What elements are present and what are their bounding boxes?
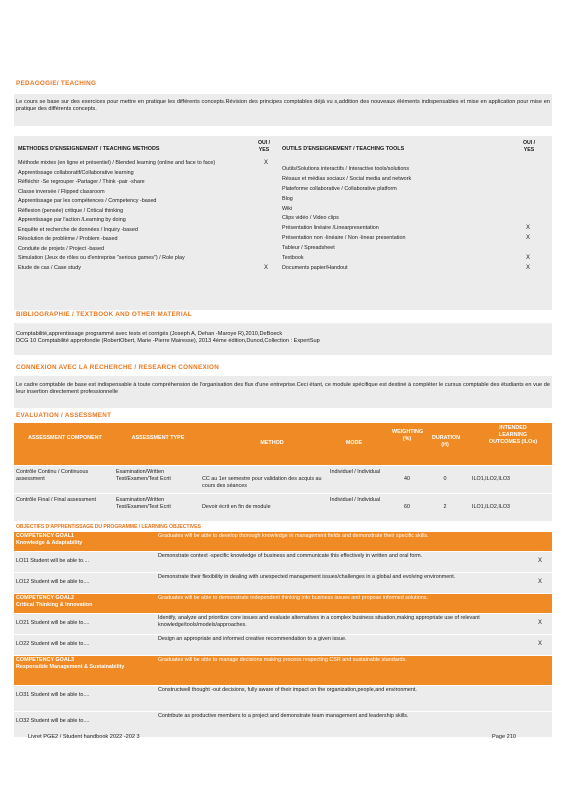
evaluation-cell: 2 bbox=[443, 504, 447, 510]
tool-row bbox=[282, 196, 544, 206]
learning-outcome-mark: X bbox=[537, 620, 542, 626]
evaluation-table bbox=[14, 423, 552, 521]
competency-name: Knowledge & Adaptability bbox=[16, 540, 83, 546]
method-label: Apprentissage collaboratif/Collaborative learning bbox=[18, 169, 134, 176]
bibliography-box bbox=[14, 323, 552, 355]
evaluation-header-row bbox=[14, 423, 552, 465]
competency-description: Graduates will be able to demonstrate independent thinking into business issues and propose informed solutions. bbox=[158, 595, 428, 601]
evaluation-cell: Individuel / Individual bbox=[330, 469, 381, 475]
tool-row bbox=[282, 176, 544, 186]
learning-outcome-row bbox=[14, 572, 552, 593]
method-row bbox=[18, 208, 276, 218]
bibliography-title: BIBLIOGRAPHIE / TEXTBOOK AND OTHER MATERIAL bbox=[16, 311, 192, 318]
methods-list bbox=[18, 160, 276, 274]
learning-outcome-code: LO12 Student will be able to.... bbox=[16, 579, 90, 585]
connexion-text: Le cadre comptable de base est indispensable à toute compréhension de l'organisation des flux d'une entreprise.Ceci étant, ce module spécifique est destiné à compléter le cursus comptable des étudiants en vue de leur insertion directement professionnelle bbox=[14, 376, 552, 408]
tool-label: Clips vidéo / Video clips bbox=[282, 215, 339, 222]
method-label: Résolution de problème / Problem -based bbox=[18, 236, 118, 242]
competency-description: Graduates will be able to manage decisions making process respecting CSR and sustainable standards. bbox=[158, 657, 407, 663]
pedagogie-text: Le cours se base sur des exercices pour mettre en pratique les différents concepts.Révision des principes comptables déjà vu s,addition des nouveaux éléments indispensables et mise en application pour mise en pratique des différents concepts. bbox=[14, 94, 552, 126]
tools-list bbox=[282, 166, 544, 275]
evaluation-title: EVALUATION / ASSESSMENT bbox=[16, 412, 112, 419]
evaluation-cell: ILO1,ILO2,ILO3 bbox=[472, 476, 511, 482]
tool-row bbox=[282, 235, 544, 245]
method-label: Conduite de projets / Project -based bbox=[18, 245, 105, 252]
footer-left: Livret PGE2 / Student handbook 2022 -202 3 bbox=[28, 734, 140, 740]
tool-row bbox=[282, 225, 544, 235]
tool-label: Plateforme collaborative / Collaborative platform bbox=[282, 185, 397, 192]
method-label: Classe inversée / Flipped classroom bbox=[18, 188, 105, 195]
learning-outcome-code: LO22 Student will be able to.... bbox=[16, 641, 90, 647]
methods-table bbox=[14, 136, 552, 310]
eval-col-weighting: WEIGHTING (%) bbox=[392, 429, 424, 442]
methods-header: METHODES D'ENSEIGNEMENT / TEACHING METHODS bbox=[18, 146, 160, 152]
eval-col-component: ASSESSMENT COMPONENT bbox=[28, 435, 102, 441]
bibliography-line-2: DCG 10 Comptabilité approfondie (RobertObert, Marie -Pierre Mairesse), 2013 4ème édition,Dunod,Collection : ExpertSup bbox=[16, 338, 320, 345]
tool-label: Documents papier/Handout bbox=[282, 264, 348, 271]
tool-mark: X bbox=[525, 225, 530, 232]
tool-label: Présentation linéaire /Linearpresentation bbox=[282, 225, 379, 232]
tool-mark: X bbox=[525, 235, 530, 242]
method-row bbox=[18, 170, 276, 180]
tool-row bbox=[282, 265, 544, 275]
competency-name: Responsible Management & Sustainability bbox=[16, 664, 125, 670]
method-label: Simulation (Jeux de rôles ou d'entreprise "serious games") / Role play bbox=[18, 255, 185, 261]
tool-label: Blog bbox=[282, 195, 293, 202]
tool-label: Outils/Solutions interactifs / Interactive tools/solutions bbox=[282, 166, 410, 172]
competency-description: Graduates will be able to develop thorough knowledge in management fields and demonstrate their specific skills. bbox=[158, 533, 429, 539]
tool-row bbox=[282, 166, 544, 176]
method-mark: X bbox=[263, 264, 268, 271]
learning-outcome-row bbox=[14, 551, 552, 572]
competency-code: COMPETENCY GOAL1 bbox=[16, 533, 75, 539]
eval-col-mode: MODE bbox=[345, 440, 363, 446]
method-mark: X bbox=[263, 160, 268, 166]
learning-outcome-text: Design an appropriate and informed creative recommendation to a given issue. bbox=[158, 636, 347, 642]
tool-row bbox=[282, 255, 544, 265]
learning-outcome-row bbox=[14, 634, 552, 655]
method-row bbox=[18, 189, 276, 199]
evaluation-row bbox=[14, 493, 552, 521]
evaluation-row bbox=[14, 465, 552, 493]
method-row bbox=[18, 179, 276, 189]
bibliography-line-1: Comptabilité,apprentissage programmé avec tests et corrigés (Joseph A, Dehan -Maroye R),2010,DeBoeck bbox=[16, 331, 283, 337]
eval-col-duration: DURATION (H) bbox=[432, 435, 461, 448]
tool-label: Présentation non -linéaire / Non -linear presentation bbox=[282, 235, 406, 242]
evaluation-cell: Examination/Written Test/Examen/Test Ecrit bbox=[116, 469, 171, 482]
method-row bbox=[18, 198, 276, 208]
method-row bbox=[18, 236, 276, 246]
tool-row bbox=[282, 245, 544, 255]
method-row bbox=[18, 227, 276, 237]
tool-row bbox=[282, 215, 544, 225]
method-label: Etude de cas / Case study bbox=[18, 264, 81, 271]
competency-header bbox=[14, 655, 552, 685]
tool-mark: X bbox=[525, 255, 530, 262]
evaluation-cell: ILO1,ILO2,ILO3 bbox=[472, 504, 511, 510]
method-row bbox=[18, 246, 276, 256]
footer-page-number: Page 210 bbox=[492, 734, 516, 740]
method-row bbox=[18, 160, 276, 170]
eval-col-ilo: INTENDED LEARNING OUTCOMES (ILOs) bbox=[488, 425, 538, 445]
tools-header: OUTILS D'ENSEIGNEMENT / TEACHING TOOLS bbox=[282, 146, 405, 152]
learning-outcome-code: LO31 Student will be able to.... bbox=[16, 692, 90, 698]
learning-outcome-text: Constructwell thought -out decisions, fully aware of their impact on the organization,people,and environment. bbox=[158, 687, 417, 693]
evaluation-cell: Individuel / Individual bbox=[330, 497, 381, 503]
learning-outcome-code: LO11 Student will be able to.... bbox=[16, 558, 90, 564]
evaluation-cell: 60 bbox=[404, 504, 410, 510]
learning-outcome-mark: X bbox=[537, 558, 542, 564]
evaluation-cell: Examination/Written Test/Examen/Test Ecrit bbox=[116, 497, 171, 510]
evaluation-cell: CC au 1er semestre pour validation des acquis au cours des séances bbox=[202, 476, 322, 489]
methods-yes-header: OUI / YES bbox=[257, 140, 271, 153]
competency-header bbox=[14, 531, 552, 551]
method-label: Méthode mixtes (en ligne et présentiel) / Blended learning (online and face to face) bbox=[18, 160, 216, 166]
connexion-title: CONNEXION AVEC LA RECHERCHE / RESEARCH CONNEXION bbox=[16, 364, 220, 371]
competency-name: Critical Thinking & Innovation bbox=[16, 602, 93, 608]
method-row bbox=[18, 265, 276, 275]
tool-row bbox=[282, 206, 544, 216]
tool-mark: X bbox=[525, 264, 530, 271]
learning-outcome-text: Contribute as productive members to a project and demonstrate team management and leadership skills. bbox=[158, 713, 409, 719]
learning-outcome-text: Identify, analyze and prioritize core issues and evaluate alternatives in a complex business situation,making appropriate use of relevant knowledge/tools/models/approaches. bbox=[158, 615, 480, 628]
learning-outcome-mark: X bbox=[537, 641, 542, 647]
learning-outcome-row bbox=[14, 685, 552, 711]
evaluation-cell: 0 bbox=[443, 476, 447, 482]
learning-outcome-text: Demonstrate context -specific knowledge of business and communicate this effectively in written and oral form. bbox=[158, 553, 423, 559]
tool-label: Textbook bbox=[282, 255, 304, 262]
method-label: Enquête et recherche de données / Inquiry -based bbox=[18, 226, 138, 233]
competency-code: COMPETENCY GOAL2 bbox=[16, 595, 75, 601]
eval-col-type: ASSESSMENT TYPE bbox=[131, 435, 185, 441]
objectives-title: OBJECTIFS D'APPRENTISSAGE DU PROGRAMME / LEARNING OBJECTIVES bbox=[16, 524, 201, 530]
pedagogie-title: PEDAGOGIE/ TEACHING bbox=[16, 80, 97, 87]
learning-outcome-row bbox=[14, 613, 552, 634]
eval-col-method: METHOD bbox=[260, 440, 284, 446]
method-row bbox=[18, 217, 276, 227]
competency-code: COMPETENCY GOAL3 bbox=[16, 657, 75, 663]
tool-label: Wiki bbox=[282, 205, 293, 212]
objectives-table bbox=[14, 531, 552, 737]
evaluation-body bbox=[14, 465, 552, 521]
method-row bbox=[18, 255, 276, 265]
competency-header bbox=[14, 593, 552, 613]
evaluation-cell: 40 bbox=[404, 476, 410, 482]
evaluation-cell: Contrôle Final / Final assessment bbox=[16, 497, 96, 503]
tools-yes-header: OUI / YES bbox=[522, 140, 536, 153]
learning-outcome-mark: X bbox=[537, 579, 542, 585]
method-label: Réfléchir -Se regrouper -Partager / Think -pair -share bbox=[18, 179, 145, 185]
method-label: Apprentissage par l'action /Learning by doing bbox=[18, 217, 126, 223]
tool-label: Tableur / Spreadsheet bbox=[282, 245, 335, 252]
method-label: Réflexion (pensée) critique / Critical thinking bbox=[18, 207, 124, 214]
learning-outcome-code: LO32 Student will be able to.... bbox=[16, 718, 90, 724]
tool-row bbox=[282, 186, 544, 196]
learning-outcome-code: LO21 Student will be able to.... bbox=[16, 620, 90, 626]
learning-outcome-text: Demonstrate their flexibility in dealing with unexpected management issues/challenges in a global and evolving environment. bbox=[158, 574, 456, 580]
tool-label: Résaux et médias sociaux / Social media and network bbox=[282, 175, 412, 182]
evaluation-cell: Devoir écrit en fin de module bbox=[202, 504, 271, 510]
method-label: Apprentissage par les compétences / Competency -based bbox=[18, 198, 157, 204]
evaluation-cell: Contrôle Continu / Continuous assessment bbox=[16, 469, 89, 482]
